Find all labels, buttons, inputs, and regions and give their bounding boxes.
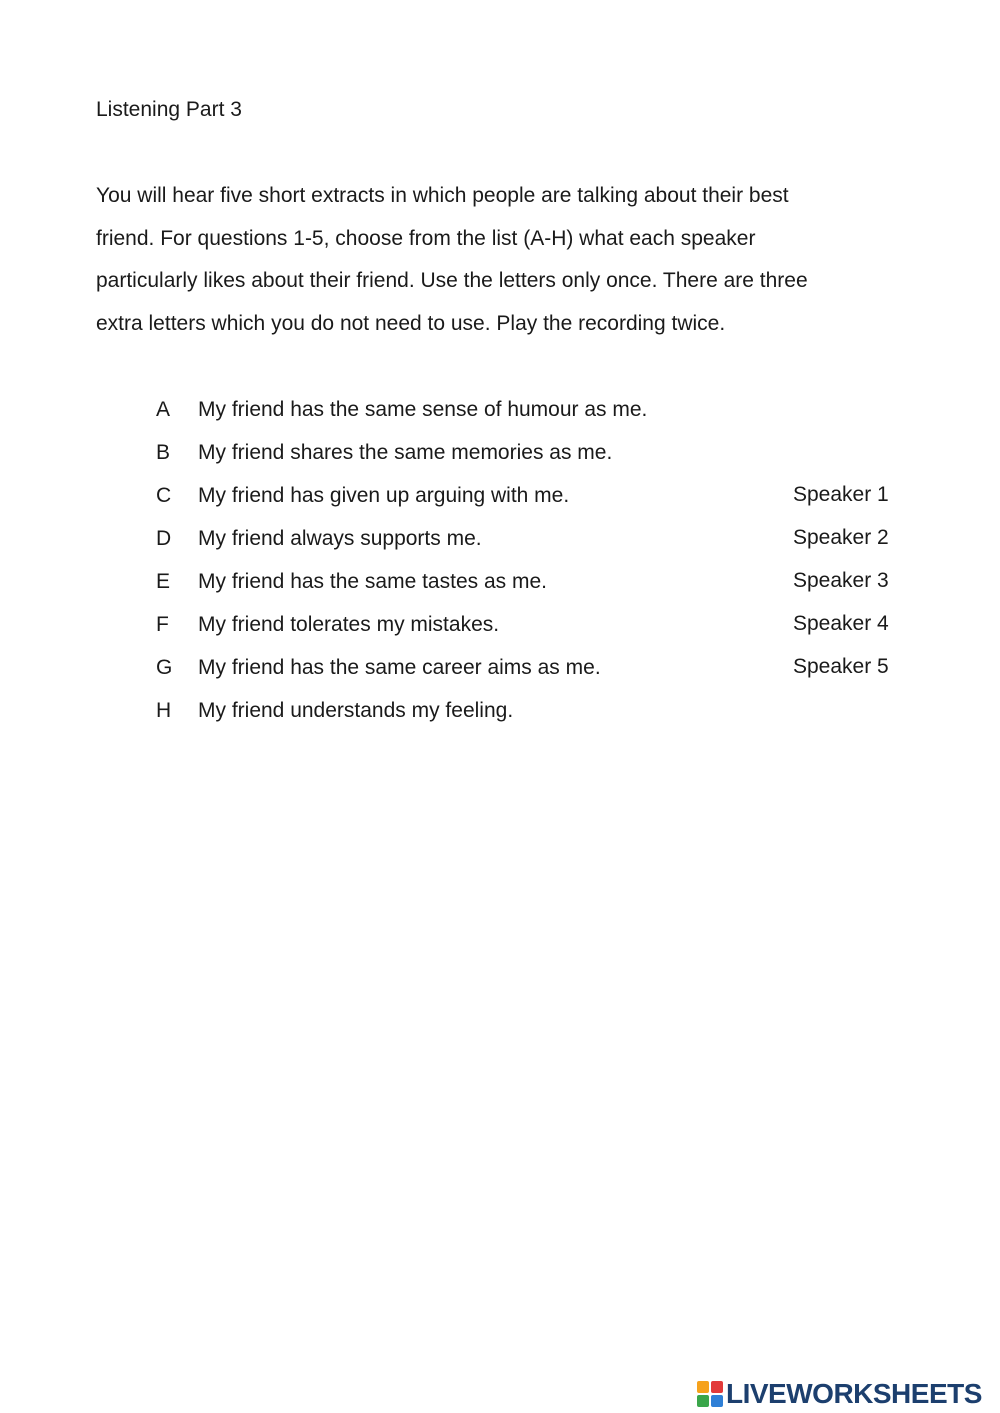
instructions-line: extra letters which you do not need to use. Play the recording twice. [96, 311, 726, 335]
liveworksheets-brand[interactable] [697, 1378, 982, 1410]
instructions-line: You will hear five short extracts in which people are talking about their best [96, 184, 789, 207]
option-letter: E [156, 570, 171, 593]
option-text: My friend has the same career aims as me. [198, 656, 601, 679]
speaker-4-label: Speaker 4 [793, 612, 889, 635]
logo-square [697, 1395, 709, 1407]
option-text: My friend understands my feeling. [198, 699, 514, 722]
option-a [156, 390, 647, 433]
option-letter: H [156, 699, 172, 722]
option-letter: G [156, 656, 173, 679]
option-e [156, 562, 647, 605]
logo-square [697, 1381, 709, 1393]
speaker-3-label: Speaker 3 [793, 569, 889, 592]
speaker-2-label: Speaker 2 [793, 526, 889, 549]
brand-name: LIVEWORKSHEETS [726, 1378, 982, 1409]
option-letter: F [156, 613, 169, 636]
option-d [156, 519, 647, 562]
option-letter: B [156, 441, 171, 464]
instructions-line: friend. For questions 1-5, choose from the list (A-H) what each speaker [96, 226, 756, 250]
options-list [156, 390, 647, 734]
option-text: My friend has the same sense of humour as me. [198, 398, 648, 421]
logo-square [711, 1381, 723, 1393]
option-text: My friend always supports me. [198, 527, 482, 550]
option-text: My friend shares the same memories as me. [198, 441, 613, 464]
option-letter: A [156, 398, 171, 421]
option-f [156, 605, 647, 648]
option-letter: D [156, 527, 172, 550]
option-b [156, 433, 647, 476]
option-text: My friend tolerates my mistakes. [198, 613, 500, 636]
logo-square [711, 1395, 723, 1407]
speaker-1-label: Speaker 1 [793, 483, 889, 506]
option-h [156, 691, 647, 734]
liveworksheets-logo-icon [697, 1381, 723, 1407]
option-text: My friend has the same tastes as me. [198, 570, 547, 593]
instructions-paragraph [96, 175, 916, 345]
speaker-5-label: Speaker 5 [793, 655, 889, 678]
worksheet-title: Listening Part 3 [96, 98, 242, 121]
option-g [156, 648, 647, 691]
option-c [156, 476, 647, 519]
option-text: My friend has given up arguing with me. [198, 484, 570, 507]
speakers-list [793, 475, 889, 690]
option-letter: C [156, 484, 172, 507]
instructions-line: particularly likes about their friend. Use the letters only once. There are three [96, 269, 808, 292]
